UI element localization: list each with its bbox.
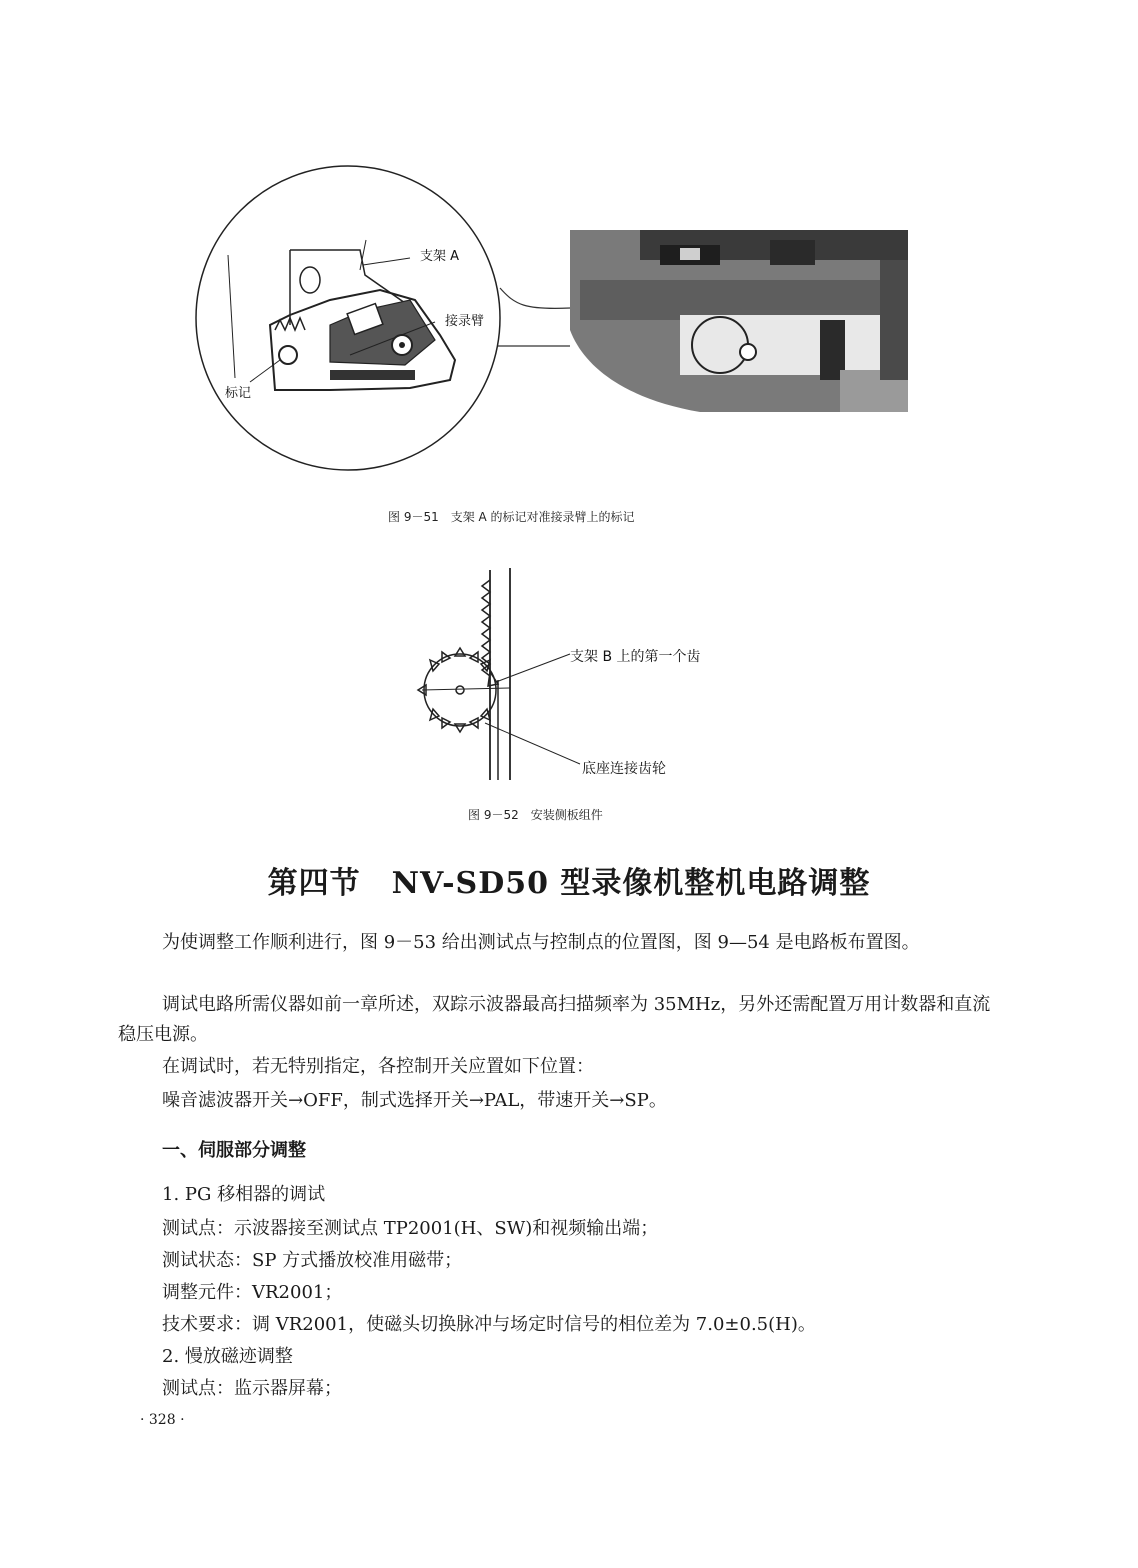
figure-9-51-drawing [180,150,920,480]
list-item: 技术要求：调 VR2001，使磁头切换脉冲与场定时信号的相位差为 7.0±0.5(H)。 [162,1314,816,1335]
list-item: 调整元件：VR2001； [162,1282,343,1303]
list-item: 2. 慢放磁迹调整 [162,1346,293,1367]
list-item: 测试状态：SP 方式播放校准用磁带； [162,1250,463,1271]
figure-9-52 [410,560,750,790]
text-line: 噪音滤波器开关→OFF，制式选择开关→PAL，带速开关→SP。 [162,1090,667,1111]
paragraph-2: 调试电路所需仪器如前一章所述，双踪示波器最高扫描频率为 35MHz，另外还需配置万用计数器和直流稳压电源。 [118,994,991,1045]
label-bracket-a: 支架 A [420,249,460,264]
figure-9-52-caption: 图 9－52 安装侧板组件 [468,808,603,822]
figure-9-51-caption: 图 9－51 支架 A 的标记对准接录臂上的标记 [388,510,635,524]
figure-9-51 [180,150,920,480]
figure-9-52-drawing [410,560,750,790]
section-title: 第四节 NV-SD50 型录像机整机电路调整 [267,866,871,901]
subsection-heading: 一、伺服部分调整 [162,1140,306,1161]
paragraph-1: 为使调整工作顺利进行，图 9－53 给出测试点与控制点的位置图，图 9—54 是电路板布置图。 [162,932,920,953]
list-item: 1. PG 移相器的调试 [162,1184,326,1205]
list-item: 测试点：示波器接至测试点 TP2001(H、SW)和视频输出端； [162,1218,659,1239]
label-first-tooth: 支架 B 上的第一个齿 [570,649,701,665]
label-arm: 接录臂 [445,314,485,329]
page-number: · 328 · [140,1412,185,1428]
text-line: 在调试时，若无特别指定，各控制开关应置如下位置： [162,1056,594,1077]
list-item: 测试点：监示器屏幕； [162,1378,342,1399]
label-mark: 标记 [225,386,252,401]
label-base-gear: 底座连接齿轮 [582,761,666,777]
